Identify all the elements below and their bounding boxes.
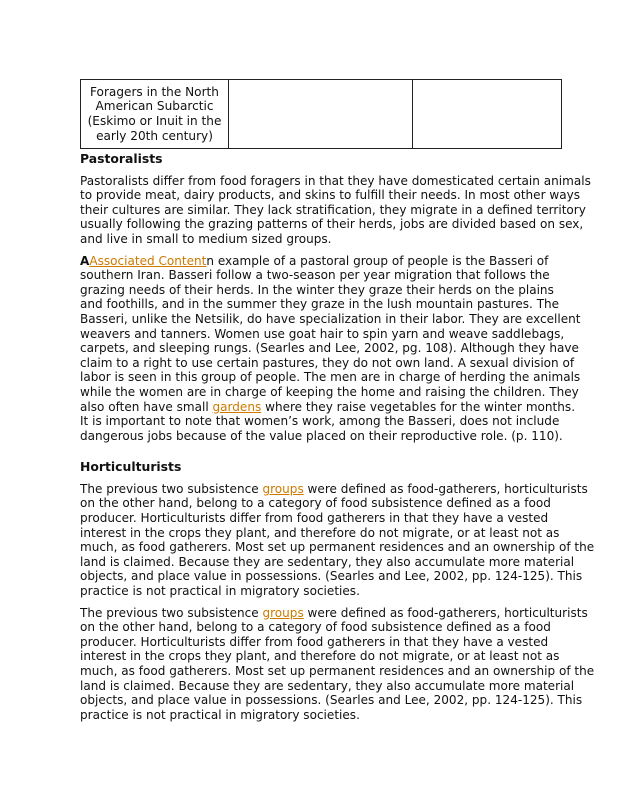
text-fragment: also often have small xyxy=(80,399,213,414)
text-line: on the other hand, belong to a category of food subsistence defined as a food xyxy=(80,496,551,511)
associated-content-link[interactable]: Associated Content xyxy=(89,253,207,268)
initial-letter: A xyxy=(80,253,90,268)
text-line: while the women are in charge of keeping the home and raising the children. They xyxy=(80,384,579,399)
table-cell-line: Foragers in the North xyxy=(90,84,219,99)
text-line: interest in the crops they plant, and therefore do not migrate, or at least not as xyxy=(80,525,560,540)
text-fragment: The previous two subsistence xyxy=(80,481,263,496)
paragraph-horticulturists-2 xyxy=(80,605,595,723)
text-line: land is claimed. Because they are sedentary, they also accumulate more material xyxy=(80,678,575,693)
table-cell-line: American Subarctic xyxy=(95,99,214,114)
text-line: practice is not practical in migratory societies. xyxy=(80,584,360,599)
text-line: carpets, and sleeping rungs. (Searles and Lee, 2002, pg. 108). Although they have xyxy=(80,341,579,356)
text-line: objects, and place value in possessions. (Searles and Lee, 2002, pp. 124-125). This xyxy=(80,569,583,584)
paragraph-pastoralists-intro xyxy=(80,173,591,247)
text-fragment: were defined as food-gatherers, horticulturists xyxy=(303,605,588,620)
text-line xyxy=(80,254,570,269)
section-heading-pastoralists: Pastoralists xyxy=(80,151,163,166)
text-line: much, as food gatherers. Most set up permanent residences and an ownership of the xyxy=(80,540,595,555)
comparison-table xyxy=(80,79,562,149)
text-fragment: where they raise vegetables for the winter months. xyxy=(261,399,576,414)
text-line: interest in the crops they plant, and therefore do not migrate, or at least not as xyxy=(80,649,560,664)
text-line: Pastoralists differ from food foragers in that they have domesticated certain animals xyxy=(80,173,591,188)
text-line: producer. Horticulturists differ from food gatherers in that they have a vested xyxy=(80,511,549,526)
text-line: on the other hand, belong to a category of food subsistence defined as a food xyxy=(80,620,551,635)
table-cell-line: (Eskimo or Inuit in the xyxy=(87,114,222,128)
paragraph-basseri xyxy=(80,253,581,444)
text-line: weavers and tanners. Women use goat hair to spin yarn and weave saddlebags, xyxy=(80,326,565,341)
table-cell-label xyxy=(81,80,229,149)
table-cell-empty xyxy=(229,80,413,149)
text-line: southern Iran. Basseri follow a two-season per year migration that follows the xyxy=(80,268,550,283)
text-line: It is important to note that women’s work, among the Basseri, does not include xyxy=(80,414,560,429)
table-row xyxy=(81,80,562,149)
text-line: and foothills, and in the summer they graze in the lush mountain pastures. The xyxy=(80,297,560,312)
text-line xyxy=(80,399,576,415)
text-line: usually following the grazing patterns of their herds, jobs are divided based on sex, xyxy=(80,217,584,232)
section-heading-horticulturists: Horticulturists xyxy=(80,459,182,475)
text-line: objects, and place value in possessions. (Searles and Lee, 2002, pp. 124-125). This xyxy=(80,693,583,708)
text-line: their cultures are similar. They lack stratification, they migrate in a defined territory xyxy=(80,202,586,217)
text-line xyxy=(80,481,588,497)
paragraph-horticulturists-1 xyxy=(80,481,595,599)
text-line: and live in small to medium sized groups. xyxy=(80,231,332,246)
text-line: to provide meat, dairy products, and skins to fulfill their needs. In most other ways xyxy=(80,188,581,203)
text-line xyxy=(80,605,588,621)
text-line: labor is seen in this group of people. The men are in charge of herding the animals xyxy=(80,370,581,385)
text-fragment: The previous two subsistence xyxy=(80,605,263,620)
text-fragment: n example of a pastoral group of people is the Basseri of xyxy=(206,253,549,268)
table-cell-text xyxy=(81,83,228,145)
text-line: land is claimed. Because they are sedentary, they also accumulate more material xyxy=(80,554,575,569)
gardens-link[interactable]: gardens xyxy=(212,399,262,414)
text-fragment: were defined as food-gatherers, horticulturists xyxy=(303,481,588,496)
text-line: Basseri, unlike the Netsilik, do have specialization in their labor. They are excellent xyxy=(80,311,581,326)
text-line: practice is not practical in migratory societies. xyxy=(80,707,360,722)
document-body xyxy=(80,151,595,729)
groups-link[interactable]: groups xyxy=(262,481,304,496)
text-line: dangerous jobs because of the value placed on their reproductive role. (p. 110). xyxy=(80,428,563,443)
text-line: producer. Horticulturists differ from food gatherers in that they have a vested xyxy=(80,634,549,649)
table-cell-line: early 20th century) xyxy=(96,128,213,143)
text-line: much, as food gatherers. Most set up permanent residences and an ownership of the xyxy=(80,664,595,678)
text-line: grazing needs of their herds. In the winter they graze their herds on the plains xyxy=(80,282,554,297)
text-line: claim to a right to use certain pastures, they do not own land. A sexual division of xyxy=(80,355,575,370)
table-cell-empty xyxy=(413,80,562,149)
groups-link[interactable]: groups xyxy=(262,605,304,620)
